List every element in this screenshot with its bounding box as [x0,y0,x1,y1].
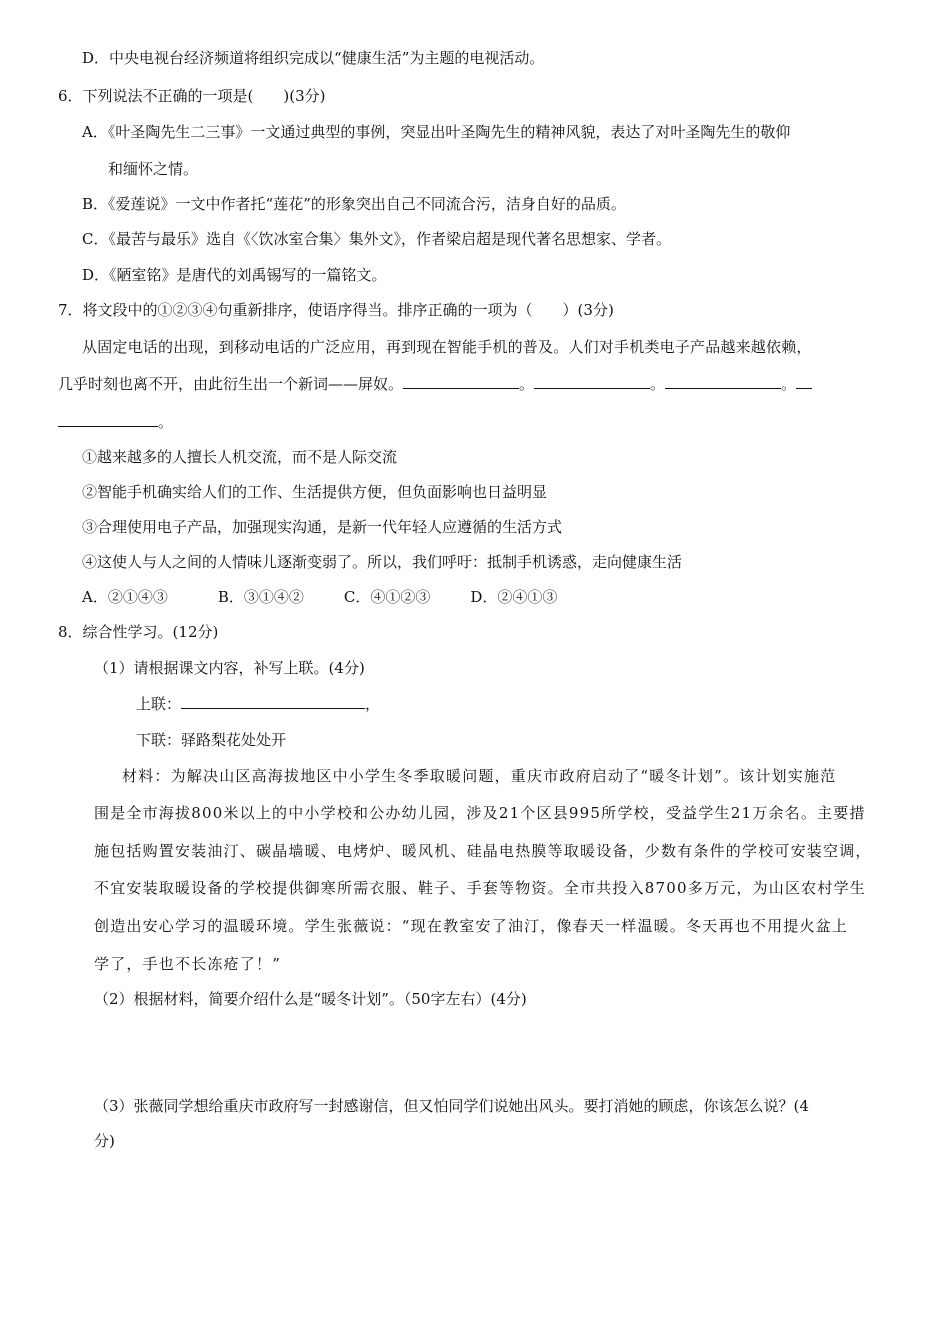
q6-option-c: C．《最苦与最乐》选自《〈饮冰室合集〉集外文》，作者梁启超是现代著名思想家、学者。 [82,230,671,248]
q7-choice-b: B．③①④② [217,588,304,606]
q7-passage-line3: 。 [58,412,173,432]
q8-material-line: 施包括购置安装油汀、碳晶墙暖、电烤炉、暖风机、硅晶电热膜等取暖设备，少数有条件的学校可安装空调， [94,842,872,860]
q7-choices [82,587,557,607]
q8-stem: 8．综合性学习。(12分) [58,623,219,641]
q7-sentence-4: ④这使人与人之间的人情味儿逐渐变弱了。所以，我们呼吁：抵制手机诱惑，走向健康生活 [82,553,683,571]
answer-blank[interactable] [665,374,781,389]
answer-blank[interactable] [403,374,519,389]
q8-material-line: 创造出安心学习的温暖环境。学生张薇说：“现在教室安了油汀，像春天一样温暖。冬天再也不用提火盆上 [94,917,849,935]
q6-stem: 6．下列说法不正确的一项是( )(3分) [58,87,326,105]
q8-material-line: 材料：为解决山区高海拔地区中小学生冬季取暖问题，重庆市政府启动了“暖冬计划”。该计划实施范 [122,767,837,785]
q7-sentence-1: ①越来越多的人擅长人机交流，而不是人际交流 [82,448,398,466]
q8-lower-couplet: 下联：驿路梨花处处开 [136,731,287,749]
q6-option-d: D．《陋室铭》是唐代的刘禹锡写的一篇铭文。 [82,266,387,284]
q7-passage-line1: 从固定电话的出现，到移动电话的广泛应用，再到现在智能手机的普及。人们对手机类电子产品越来越依赖， [82,338,812,356]
q8-part3-stem-cont: 分) [94,1132,115,1150]
q6-option-a: A．《叶圣陶先生二三事》一文通过典型的事例，突显出叶圣陶先生的精神风貌，表达了对叶圣陶先生的敬仰 [82,123,791,141]
q7-choice-c: C．④①②③ [343,588,431,606]
answer-blank[interactable] [534,374,650,389]
q8-part1-stem: （1）请根据课文内容，补写上联。(4分) [94,659,365,677]
q8-part3-stem: （3）张薇同学想给重庆市政府写一封感谢信，但又怕同学们说她出风头。要打消她的顾虑，你该怎么说？(4 [94,1097,809,1115]
q8-material-line: 围是全市海拔800米以上的中小学校和公办幼儿园，涉及21个区县995所学校，受益学生21万余名。主要措 [94,804,866,822]
q8-material-line: 不宜安装取暖设备的学校提供御寒所需衣服、鞋子、手套等物资。全市共投入8700多万元，为山区农村学生 [94,879,866,897]
q6-option-a-cont: 和缅怀之情。 [108,160,199,178]
q7-stem: 7．将文段中的①②③④句重新排序，使语序得当。排序正确的一项为（ ）(3分) [58,301,614,319]
answer-blank[interactable] [796,374,812,389]
answer-blank[interactable] [58,412,158,427]
q8-material-line: 学了，手也不长冻疮了！” [94,955,282,973]
q8-part2-stem: （2）根据材料，简要介绍什么是“暖冬计划”。（50字左右）(4分) [94,990,527,1008]
q7-sentence-3: ③合理使用电子产品，加强现实沟通，是新一代年轻人应遵循的生活方式 [82,518,563,536]
upper-couplet-blank[interactable] [181,694,365,709]
q7-passage-line2: 几乎时刻也离不开，由此衍生出一个新词——屏奴。 。 。 。 [58,374,812,394]
q7-choice-d: D．②④①③ [470,588,558,606]
q6-option-b: B．《爱莲说》一文中作者托“莲花”的形象突出自己不同流合污，洁身自好的品质。 [82,195,626,213]
q8-upper-couplet: 上联： ， [136,695,381,713]
q5-option-d: D．中央电视台经济频道将组织完成以“健康生活”为主题的电视活动。 [82,49,545,67]
q7-passage-text: 几乎时刻也离不开，由此衍生出一个新词——屏奴。 [58,375,404,393]
q7-choice-a: A．②①④③ [82,588,168,606]
q7-sentence-2: ②智能手机确实给人们的工作、生活提供方便，但负面影响也日益明显 [82,483,548,501]
